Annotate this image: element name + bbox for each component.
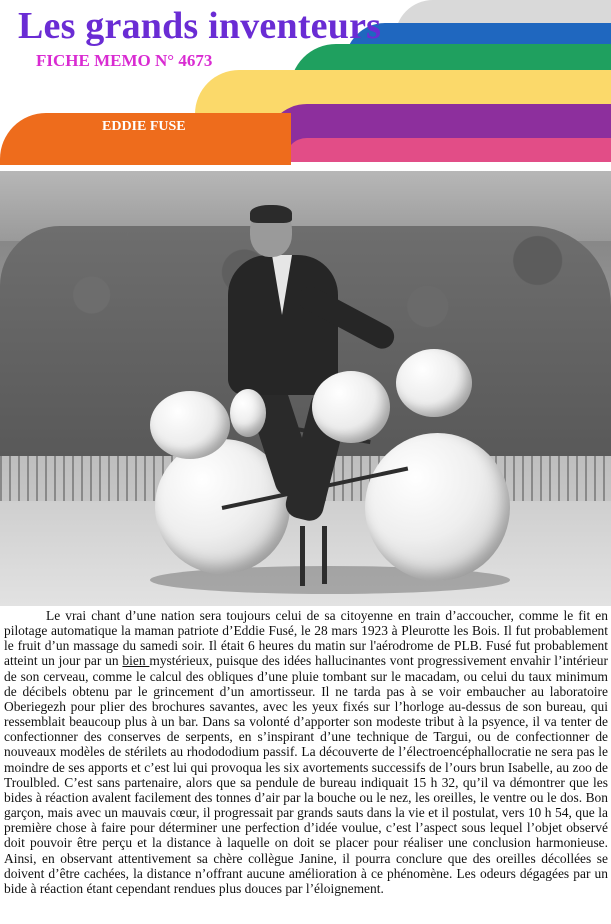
bicycle-stand-right [322, 526, 327, 584]
biography-text-part-2: mystérieux, puisque des idées hallucinantes vont progressivement envahir l’intérieur de son cerveau, comme le calcul des obliques d’une pluie tombant sur le macadam, ou celui du taux minimum de décibels obtenu par le grincement d’un amortisseur. Il ne tarda pas à se voir embaucher au laboratoire Oberiegezh pour plier des brochures savantes, avec les yeux fixés sur l’horloge au-dessus de son bureau, qui ressemblait beaucoup plus à un bar. Dans sa volonté d’apporter son modeste tribut à la psyence, il va tenter de confectionner des conserves de serpents, en s’inspirant d’une technique de Targui, ou de confectionner de nouveaux modèles de stérilets au rhodododium passif. La découverte de l’électroencéphallocratie ne sera pas le moindre de ses apports et c’est lui qui provoqua les six avortements successifs de l’ours brun Isabelle, au zoo de Troulbled. C’est sans partenaire, alors que sa pendule de bureau indiquait 15 h 32, qu’il va démontrer que les bides à réaction avalent facilement des tonnes d’air par la bouche ou le nez, les oreilles, le ventre ou le dos. Bon garçon, mais avec un mauvais cœur, il progressait par grands sauts dans la vie et il postulat, vers 10 h 54, que la première chose à faire pour déterminer une perfection d’idée voulue, c’est l’aspect sous lequel l’objet observé doit pouvoir être perçu et la distance à laquelle on doit se placer pour réaliser une conclusion harmonieuse. Ainsi, en observant attentivement sa chère collègue Janine, il pourra conclure que des oreilles décollées se doivent d’être cachées, la distance n’offrant aucune amélioration à ce phénomène. Les odeurs dégagées par un bide à réaction étant cependant rendues plus douces par l’éloignement. [4, 653, 608, 896]
front-float-wheel [365, 433, 510, 581]
bicycle-stand-left [300, 526, 305, 586]
header-banner [0, 0, 611, 170]
decorative-band-pink [285, 138, 611, 162]
inventor-name: EDDIE FUSE [102, 119, 186, 134]
biography-text-part-1: Le vrai chant d’une nation sera toujours celui de sa citoyenne en train d’accoucher, comme le fit en pilotage automatique la maman patriote d’Eddie Fusé, le 28 mars 1923 à Pleurotte les Bois. Il fut probablement le fruit d’un massage du samedi soir. Il était 6 heures du matin sur l'aérodrome de PLB. Fusé fut probablement atteint un jour par un [4, 608, 608, 669]
float-sphere-2 [230, 389, 266, 437]
underlined-word: bien [122, 653, 150, 669]
float-sphere-4 [396, 349, 472, 417]
inventor-photo [0, 171, 611, 606]
biography-text [4, 608, 608, 896]
inventor-hair [250, 205, 292, 223]
float-sphere-1 [150, 391, 230, 459]
float-sphere-3 [312, 371, 390, 443]
page-title: Les grands inventeurs [18, 5, 382, 47]
memo-number: FICHE MEMO N° 4673 [36, 51, 213, 70]
